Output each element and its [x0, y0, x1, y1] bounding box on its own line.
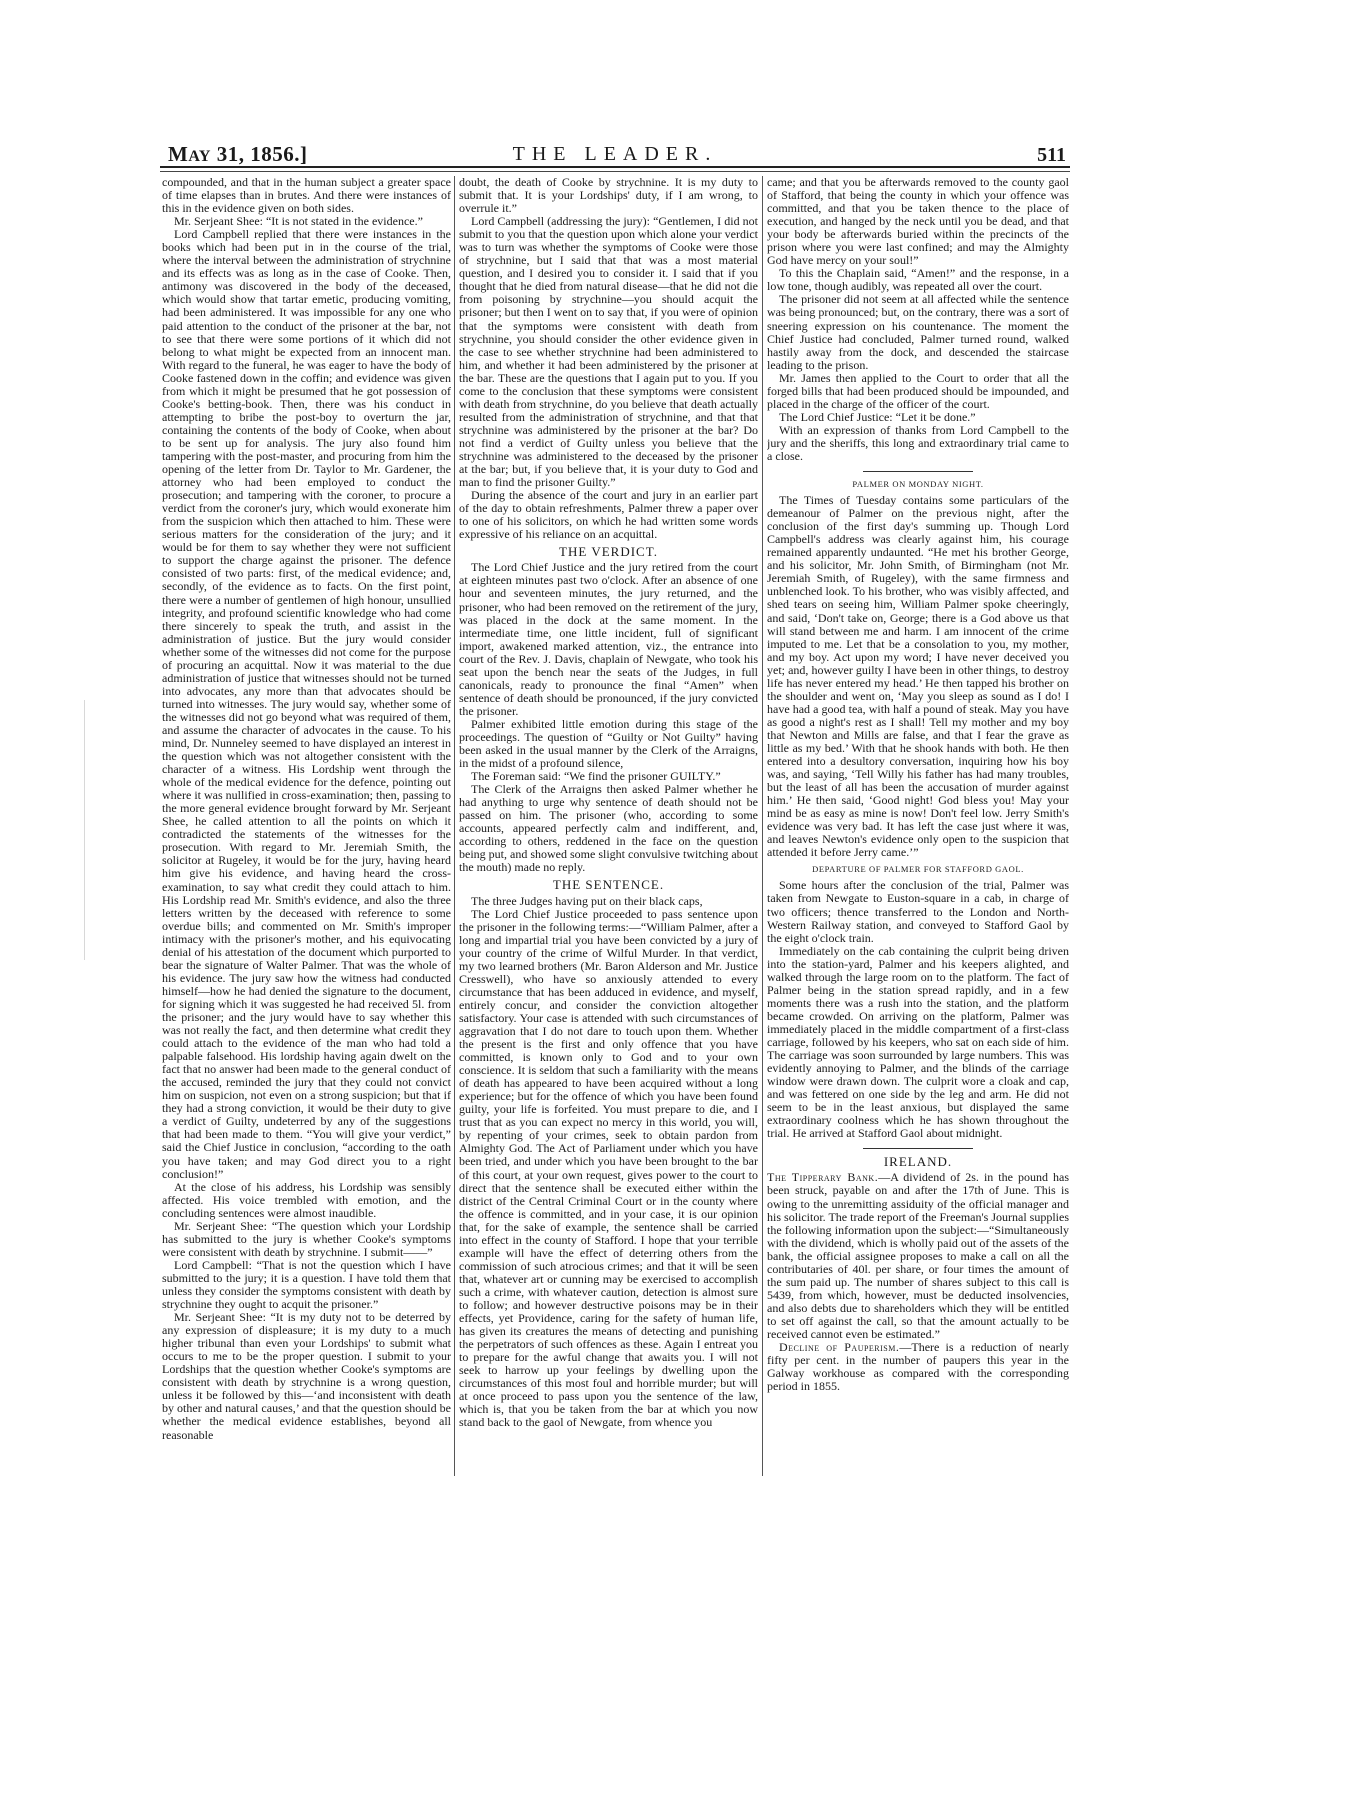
article-paragraph [459, 176, 758, 215]
article-paragraph [767, 879, 1069, 944]
article-paragraph [767, 267, 1069, 293]
newspaper-title: THE LEADER. [512, 143, 718, 165]
paragraph-text: came; and that you be afterwards removed to the county gaol of Stafford, that being the county in which your offence was committed, and that you be taken thence to the place of execution, and hanged by the neck until you be dead, and that your body be afterwards buried within the precincts of the prison where you were last confined; and may the Almighty God have mercy on your soul!” [767, 176, 1069, 268]
paragraph-lead-in: The Tipperary Bank. [767, 1170, 879, 1185]
column-1 [162, 176, 451, 1482]
article-paragraph [162, 228, 451, 1180]
paragraph-lead-in: Decline of Pauperism. [779, 1340, 900, 1355]
article-paragraph [459, 908, 758, 1430]
section-heading: THE VERDICT. [559, 544, 658, 560]
paragraph-text: The Clerk of the Arraigns then asked Palmer whether he had anything to urge why sentence of death should not be passed on him. The prisoner (who, according to some accounts, appeared perfectly calm and indifferent, and, according to others, reddened in the face on the question being put, and showed some slight convulsive twitching about the mouth) made no reply. [459, 782, 758, 875]
paragraph-text: —A dividend of 2s. in the pound has been struck, payable on and after the 17th of June. This is owing to the unremitting assiduity of the official manager and his solicitor. The trade report of the Freeman's Journal supplies the following information upon the subject:—“Simultaneously with the dividend, which is wholly paid out of the assets of the bank, the official assignee proposes to make a call on all the contributaries of 40l. per share, or four times the amount of the sum paid up. The number of shares subject to this call is 5439, from which, however, must be deducted insolvencies, and also debts due to shareholders which they will be entitled to set off against the call, so that the amount actually to be received cannot even be estimated.” [767, 1170, 1069, 1341]
issue-date-initial: M [168, 142, 189, 166]
paragraph-text: Mr. Serjeant Shee: “It is my duty not to be deterred by any expression of displeasure; it is my duty to a much higher tribunal than even your Lordships' to submit what occurs to me to be the proper question. I submit to your Lordships that the question whether Cooke's symptoms are consistent with death by strychnine is a wrong question, unless it be followed by this—‘and inconsistent with death by other and natural causes,’ and that the question should be whether the medical evidence establishes, beyond all reasonable [162, 1310, 451, 1442]
column-2 [459, 176, 758, 1482]
column-divider [762, 176, 763, 1476]
article-paragraph [459, 718, 758, 770]
article-paragraph [767, 1171, 1069, 1341]
article-paragraph [162, 1259, 451, 1311]
paragraph-text: Mr. James then applied to the Court to order that all the forged bills that had been produced should be impounded, and placed in the charge of the officer of the court. [767, 370, 1069, 411]
header-rule-thin [160, 171, 1070, 172]
article-paragraph [459, 215, 758, 489]
paragraph-text: Mr. Serjeant Shee: “It is not stated in the evidence.” [174, 214, 423, 229]
section-heading: THE SENTENCE. [552, 877, 665, 893]
article-paragraph [459, 783, 758, 874]
article-paragraph [767, 372, 1069, 411]
paragraph-text: The Lord Chief Justice: “Let it be done.” [779, 409, 976, 424]
paragraph-text: With an expression of thanks from Lord Campbell to the jury and the sheriffs, this long and extraordinary trial came to a close. [767, 422, 1069, 463]
page-number: 511 [1037, 144, 1066, 166]
header-rule [160, 166, 1070, 168]
article-paragraph [162, 1181, 451, 1220]
article-paragraph [162, 1220, 451, 1259]
article-paragraph [767, 1341, 1069, 1393]
section-rule [863, 1148, 973, 1149]
paragraph-text: compounded, and that in the human subject a greater space of time elapses than in brutes. And there were instances of this in the evidence given on both sides. [162, 176, 451, 216]
paragraph-text: Lord Campbell (addressing the jury): “Gentlemen, I did not submit to you that the question upon which alone your verdict was to turn was whether the symptoms of Cooke were those of strychnine, but I said that that was a most material question, and I desired you to consider it. I said that if you thought that he died from natural disease—that he did not die from poisoning by strychnine—you should acquit the prisoner; but then I went on to say that, if you were of opinion that the symptoms were consistent with death from strychnine, you should consider the other evidence given in the case to see whether strychnine had been administered to him, and whether it had been administered by the prisoner at the bar. These are the questions that I again put to you. If you come to the conclusion that these symptoms were consistent with death from strychnine, do you believe that death actually resulted from the administration of strychnine, and that that strychnine was administered by the prisoner at the bar? Do not find a verdict of Guilty unless you believe that the strychnine was administered to the deceased by the prisoner at the bar; but, if you believe that, it is your duty to God and man to find the prisoner Guilty.” [459, 214, 758, 490]
article-paragraph [767, 945, 1069, 1141]
section-heading: PALMER ON MONDAY NIGHT. [852, 479, 984, 490]
paragraph-text: Lord Campbell: “That is not the question which I have submitted to the jury; it is a question. I have told them that unless they consider the symptoms consistent with death by strychnine they ought to acquit the prisoner.” [162, 1257, 451, 1312]
paragraph-text: The Lord Chief Justice proceeded to pass sentence upon the prisoner in the following terms:—“William Palmer, after a long and impartial trial you have been convicted by a jury of your country of the crime of Wilful Murder. In that verdict, my two learned brothers (Mr. Baron Alderson and Mr. Justice Cresswell), who have so anxiously attended to every circumstance that has been adduced in evidence, and myself, entirely concur, and consider the conviction altogether satisfactory. Your case is attended with such circumstances of aggravation that I do not dare to touch upon them. Whether the present is the first and only offence that you have committed, is known only to God and to your own conscience. It is seldom that such a familiarity with the means of death has appeared to have been acquired without a long experience; but for the offence of which you have been found guilty, your life is forfeited. You must prepare to die, and I trust that as you can expect no mercy in this world, you will, by repenting of your crimes, seek to obtain pardon from Almighty God. The Act of Parliament under which you have been tried, and under which you have been brought to the bar of this court, at your own request, gives power to the court to direct that the sentence shall be executed either within the district of the Central Criminal Court or in the county where the offence is committed, and in your case, it is our opinion that, for the sake of example, the sentence shall be carried into effect in the county of Stafford. I hope that your terrible example will have the effect of deterring others from the commission of such atrocious crimes; and that it will be seen that, whatever art or cunning may be exercised to accomplish such a crime, with whatever caution, detection is almost sure to follow; and however destructive poisons may be in their effects, yet Providence, caring for the safety of human life, has given its creatures the means of detecting and punishing the perpetrators of such offences as these. Again I entreat you to prepare for the awful change that awaits you. I will not seek to harrow up your feelings by dwelling upon the circumstances of this most foul and horrible murder; but will at once proceed to pass upon you the sentence of the law, which is, that you be taken from the bar at which you now stand back to the gaol of Newgate, from whence you [459, 906, 758, 1430]
paragraph-text: The three Judges having put on their black caps, [471, 893, 703, 908]
article-paragraph [459, 489, 758, 541]
paragraph-text: doubt, the death of Cooke by strychnine. It is my duty to submit that. It is your Lordships' duty, if I am wrong, to overrule it.” [459, 176, 758, 216]
paragraph-text: Mr. Serjeant Shee: “The question which your Lordship has submitted to the jury is whether Cooke's symptoms were consistent with death by strychnine. I submit——” [162, 1218, 451, 1259]
scan-artifact-line [84, 700, 85, 960]
article-paragraph [162, 176, 451, 215]
paragraph-text: The Foreman said: “We find the prisoner GUILTY.” [471, 769, 721, 784]
issue-date-rest: 31, 1856.] [210, 142, 308, 166]
issue-date-smallcaps: AY [188, 148, 211, 165]
paragraph-text: The Times of Tuesday contains some particulars of the demeanour of Palmer on the previous night, after the conclusion of the first day's summing up. Though Lord Campbell's address was clearly against him, his courage remained apparently undaunted. “He met his brother George, and his solicitor, Mr. John Smith, of Birmingham (not Mr. Jeremiah Smith, of Rugeley), with the same firmness and unblenched look. To his brother, who was visibly affected, and shed tears on seeing him, William Palmer spoke cheeringly, and said, ‘Don't take on, George; there is a God above us that will stand between me and harm. I am innocent of the crime imputed to me. Let that be a consolation to you, my mother, and my boy. Act upon my word; I have never deceived you yet; and, however guilty I have been in other things, to destroy life has never entered my head.’ He then tapped his brother on the shoulder and went on, ‘May you sleep as sound as I do! I have had a good tea, with half a pound of steak. May you have as good a night's rest as I shall! Tell my mother and my boy that Newton and Mills are false, and that I fear the grave as little as my bed.’ With that he shook hands with both. He then entered into a desultory conversation, inquiring how his boy was, and saying, ‘Tell Willy his father has had many troubles, but the least of all has been the accusation of murder against him.’ He then said, ‘Good night! God bless you! May your mind be as easy as mine is now! Don't feel low. Jerry Smith's evidence was very bad. It has left the case just where it was, and leaves Newton's evidence only open to the suspicion that attended it before Jerry came.’” [767, 493, 1069, 860]
section-rule [863, 471, 973, 472]
section-heading: DEPARTURE OF PALMER FOR STAFFORD GAOL. [812, 864, 1024, 875]
paragraph-text: At the close of his address, his Lordship was sensibly affected. His voice trembled with emotion, and the concluding sentences were almost inaudible. [162, 1179, 451, 1220]
section-heading: IRELAND. [883, 1154, 953, 1170]
paragraph-text: Immediately on the cab containing the culprit being driven into the station-yard, Palmer and his keepers alighted, and walked through the large room on to the platform. The fact of Palmer being in the station spread rapidly, and in a few moments there was a rush into the station, and the platform became crowded. On arriving on the platform, Palmer was immediately placed in the middle compartment of a first-class carriage, followed by his keepers, who sat on each side of him. The carriage was soon surrounded by large numbers. This was evidently annoying to Palmer, and the blinds of the carriage window were drawn down. The culprit wore a cloak and cap, and was fettered on one side by the leg and arm. He did not seem to be in the least anxious, but displayed the same extraordinary coolness which he has shown throughout the trial. He arrived at Stafford Gaol about midnight. [767, 943, 1069, 1141]
article-paragraph [162, 1311, 451, 1441]
paragraph-text: During the absence of the court and jury in an earlier part of the day to obtain refreshments, Palmer threw a paper over to one of his solicitors, on which he had written some words expressive of his reliance on an acquittal. [459, 488, 758, 542]
article-paragraph [767, 176, 1069, 267]
column-divider [454, 176, 455, 1476]
paragraph-text: Some hours after the conclusion of the trial, Palmer was taken from Newgate to Euston-square in a cab, in charge of two officers; thence transferred to the London and North-Western Railway station, and conveyed to Stafford Gaol by the eight o'clock train. [767, 878, 1069, 945]
paragraph-text: To this the Chaplain said, “Amen!” and the response, in a low tone, though audibly, was repeated all over the court. [767, 266, 1069, 294]
paragraph-text: Palmer exhibited little emotion during this stage of the proceedings. The question of “Guilty or Not Guilty” having been asked in the usual manner by the Clerk of the Arraigns, in the midst of a profound silence, [459, 716, 758, 771]
article-paragraph [767, 424, 1069, 463]
article-paragraph [767, 494, 1069, 859]
article-paragraph [459, 561, 758, 718]
article-paragraph [767, 293, 1069, 371]
paragraph-text: The prisoner did not seem at all affected while the sentence was being pronounced; but, on the contrary, there was a sort of sneering expression on his countenance. The moment the Chief Justice had concluded, Palmer turned round, walked hastily away from the dock, and descended the staircase leading to the prison. [767, 292, 1069, 372]
paragraph-text: Lord Campbell replied that there were instances in the books which had been put in in the course of the trial, where the interval between the administration of strychnine and its effects was as long as in the case of Cooke. Then, antimony was discovered in the body of the deceased, which would show that tartar emetic, producing vomiting, had been administered. It was impossible for any one who paid attention to the conduct of the prisoner at the bar, not to see that there were some portions of it which did not belong to what might be expected from an innocent man. With regard to the funeral, he was eager to have the body of Cooke fastened down in the coffin; and evidence was given from which it might be presumed that he got possession of Cooke's betting-book. Then, there was his conduct in attempting to bribe the post-boy to overturn the jar, containing the contents of the body of Cooke, when about to be sent up for analysis. The jury also found him tampering with the post-master, and procuring from him the opening of the letter from Dr. Taylor to Mr. Gardener, the attorney who had been employed to conduct the prosecution; and tampering with the coroner, to procure a verdict from the coroner's jury, which would exonerate him from the suspicion which then attached to him. These were serious matters for the consideration of the jury; and it would be for them to say whether they were not sufficient to support the charge against the prisoner. The defence consisted of two parts: first, of the medical evidence; and, secondly, of the evidence as to facts. On the first point, there were a number of gentlemen of high honour, unsullied integrity, and profound scientific knowledge who had come there sincerely to speak the truth, and assist in the administration of justice. But the jury would consider whether some of the witnesses did not come for the purpose of procuring an acquittal. Now it was material to the due administration of justice that witnesses should not be turned into advocates, any more than that advocates should be turned into witnesses. The jury would say, whether some of the witnesses did not go beyond what was required of them, and assume the character of advocates in the cause. To his mind, Dr. Nunneley seemed to have displayed an interest in the question which was not altogether consistent with the character of a witness. His Lordship went through the whole of the medical evidence for the defence, pointing out where it was nullified in cross-examination; then, passing to the more general evidence brought forward by Mr. Serjeant Shee, he called attention to all the points on which it contradicted the statements of the witnesses for the prosecution. With regard to Mr. Jeremiah Smith, the solicitor at Rugeley, it would be for the jury, having heard him give his evidence, and having heard the cross-examination, to say what credit they could attach to him. His Lordship read Mr. Smith's evidence, and also the three letters written by the deceased with reference to some overdue bills; and commented on Mr. Smith's improper intimacy with the prisoner's mother, and his equivocating denial of his attestation of the document which purported to bear the signature of Walter Palmer. That was the whole of his evidence. The jury saw how the witness had conducted himself—how he had denied the signature to the document, for signing which it was suggested he had received 5l. from the prisoner; and the jury would have to say whether this was not really the fact, and then determine what credit they could attach to the evidence of the man who had told a palpable falsehood. His lordship having again dwelt on the fact that no answer had been made to the general conduct of the accused, reminded the jury that they could not convict him on suspicion, not even on a strong suspicion; but that if they had a strong conviction, it would be their duty to give a verdict of Guilty, undeterred by any of the suggestions that had been made to them. “You will give your verdict,” said the Chief Justice in conclusion, “according to the oath you have taken; and may God direct you to a right conclusion!” [162, 227, 451, 1181]
column-3 [767, 176, 1069, 1482]
paragraph-text: The Lord Chief Justice and the jury retired from the court at eighteen minutes past two o'clock. After an absence of one hour and seventeen minutes, the jury returned, and the prisoner, who had been removed on the retirement of the jury, was placed in the dock at the same moment. In the intermediate time, one little incident, full of significant import, awakened marked attention, viz., the entrance into court of the Rev. J. Davis, chaplain of Newgate, who took his seat upon the bench near the seats of the Judges, in full canonicals, ready to pronounce the final “Amen” when sentence of death should be pronounced, if the jury convicted the prisoner. [459, 560, 758, 718]
paragraph-text: —There is a reduction of nearly fifty per cent. in the number of paupers this year in the Galway workhouse as compared with the corresponding period in 1855. [767, 1340, 1069, 1394]
